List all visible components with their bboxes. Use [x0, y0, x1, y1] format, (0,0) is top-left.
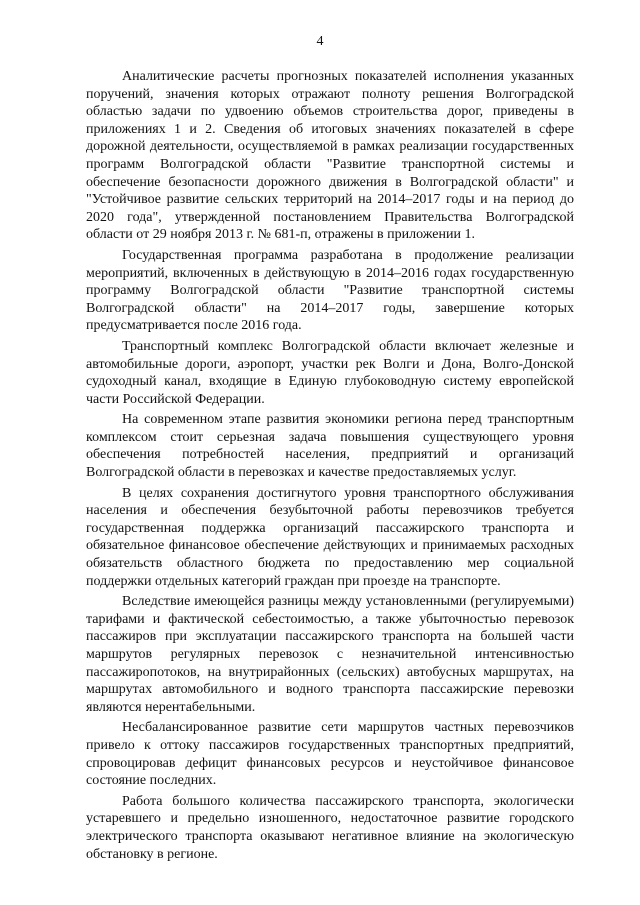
paragraph-8: Работа большого количества пассажирского транспорта, экологически устаревшего и предельно изношенного, недостаточное развитие городского электрического транспорта оказывают негативное влияние на экологическую обстановку в регионе.: [86, 793, 574, 862]
page-number: 4: [316, 34, 324, 49]
paragraph-5: В целях сохранения достигнутого уровня транспортного обслуживания населения и обеспечения безубыточной работы перевозчиков требуется государственная поддержка организаций пассажирского транспорта и обязательное финансовое обеспечение действующих и принимаемых расходных обязательств областного бюджета по предоставлению мер социальной поддержки отдельных категорий граждан при проезде на транспорте.: [86, 485, 574, 589]
paragraph-3: Транспортный комплекс Волгоградской области включает железные и автомобильные дороги, аэропорт, участки рек Волги и Дона, Волго-Донской судоходный канал, входящие в Единую глубоководную систему европейской части Российской Федерации.: [86, 338, 574, 407]
paragraph-7: Несбалансированное развитие сети маршрутов частных перевозчиков привело к оттоку пассажиров государственных транспортных предприятий, спровоцировав дефицит финансовых ресурсов и неустойчивое финансовое состояние последних.: [86, 720, 574, 789]
paragraph-1: Аналитические расчеты прогнозных показателей исполнения указанных поручений, значения которых отражают полноту решения Волгоградской областью задачи по удвоению объемов строительства дорог, приведены в приложениях 1 и 2. Сведения об итоговых значениях показателей в сфере дорожной деятельности, осуществляемой в рамках реализации государственных программ Волгоградской области "Развитие транспортной системы и обеспечение безопасности дорожного движения в Волгоградской области" и "Устойчивое развитие сельских территорий на 2014–2017 годы и на период до 2020 года", утвержденной постановлением Правительства Волгоградской области от 29 ноября 2013 г. № 681-п, отражены в приложении 1.: [86, 69, 574, 243]
paragraph-2: Государственная программа разработана в продолжение реализации мероприятий, включенных в действующую в 2014–2016 годах государственную программу Волгоградской области "Развитие транспортной системы Волгоградской области" на 2014–2017 годы, завершение которых предусматривается после 2016 года.: [86, 247, 574, 334]
document-body: [86, 68, 574, 866]
paragraph-6: Вследствие имеющейся разницы между установленными (регулируемыми) тарифами и фактической себестоимостью, а также убыточностью перевозок пассажиров при эксплуатации пассажирского транспорта на большей части маршрутов регулярных перевозок с незначительной интенсивностью пассажиропотоков, на внутрирайонных (сельских) автобусных маршрутах, на маршрутах автомобильного и водного транспорта пассажирские перевозки являются нерентабельными.: [86, 594, 574, 715]
paragraph-4: На современном этапе развития экономики региона перед транспортным комплексом стоит серьезная задача повышения существующего уровня обеспечения потребностей населения, предприятий и организаций Волгоградской области в перевозках и качестве предоставляемых услуг.: [86, 412, 574, 481]
